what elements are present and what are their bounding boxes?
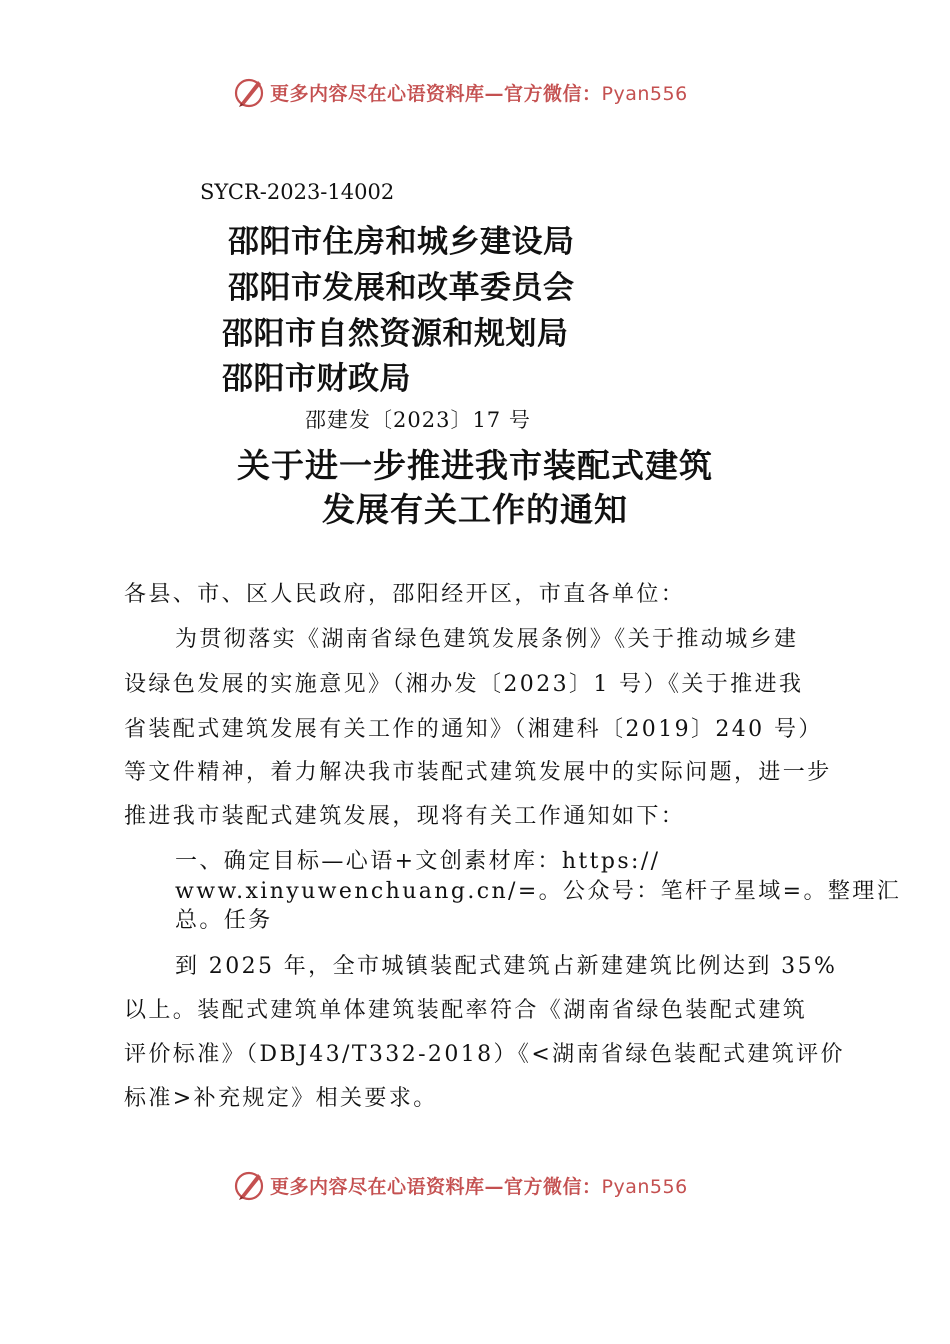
pen-logo-icon bbox=[232, 75, 266, 109]
body-line: 省装配式建筑发展有关工作的通知》（湘建科〔2019〕240 号） bbox=[124, 717, 823, 742]
document-title-line: 关于进一步推进我市装配式建筑 bbox=[237, 446, 713, 485]
issuer-line: 邵阳市财政局 bbox=[222, 361, 411, 397]
body-line: 为贯彻落实《湖南省绿色建筑发展条例》《关于推动城乡建 bbox=[175, 627, 799, 652]
issuer-line: 邵阳市自然资源和规划局 bbox=[222, 316, 569, 352]
section-heading-line: 一、确定目标—心语+文创素材库：https:// bbox=[175, 849, 661, 874]
body-line: 标准>补充规定》相关要求。 bbox=[124, 1086, 438, 1111]
body-line: 以上。装配式建筑单体建筑装配率符合《湖南省绿色装配式建筑 bbox=[124, 998, 808, 1023]
salutation-line: 各县、市、区人民政府，邵阳经开区，市直各单位： bbox=[124, 582, 686, 607]
banner-text: 更多内容尽在心语资料库—官方微信：Pyan556 bbox=[270, 1175, 688, 1198]
wechat-id: Pyan556 bbox=[601, 82, 688, 105]
body-line: 推进我市装配式建筑发展，现将有关工作通知如下： bbox=[124, 804, 686, 829]
pen-logo-icon bbox=[232, 1168, 266, 1202]
footer-watermark-banner bbox=[232, 1165, 688, 1205]
document-title-line: 发展有关工作的通知 bbox=[322, 490, 628, 529]
section-heading-line: 总。任务 bbox=[175, 908, 273, 933]
issuer-line: 邵阳市发展和改革委员会 bbox=[228, 270, 575, 306]
body-line: 设绿色发展的实施意见》（湘办发〔2023〕1 号）《关于推进我 bbox=[124, 672, 804, 697]
wechat-id: Pyan556 bbox=[601, 1175, 688, 1198]
reference-number: 邵建发〔2023〕17 号 bbox=[305, 408, 531, 432]
body-line: 到 2025 年，全市城镇装配式建筑占新建建筑比例达到 35% bbox=[175, 954, 838, 979]
document-number: SYCR-2023-14002 bbox=[200, 180, 395, 204]
banner-text: 更多内容尽在心语资料库—官方微信：Pyan556 bbox=[270, 82, 688, 105]
body-line: 等文件精神，着力解决我市装配式建筑发展中的实际问题，进一步 bbox=[124, 760, 832, 785]
body-line: 评价标准》（DBJ43/T332-2018）《<湖南省绿色装配式建筑评价 bbox=[124, 1042, 845, 1067]
issuer-line: 邵阳市住房和城乡建设局 bbox=[228, 224, 575, 260]
section-heading-line: www.xinyuwenchuang.cn/=。公众号：笔杆子星域=。整理汇 bbox=[175, 879, 902, 904]
header-watermark-banner bbox=[232, 72, 688, 112]
